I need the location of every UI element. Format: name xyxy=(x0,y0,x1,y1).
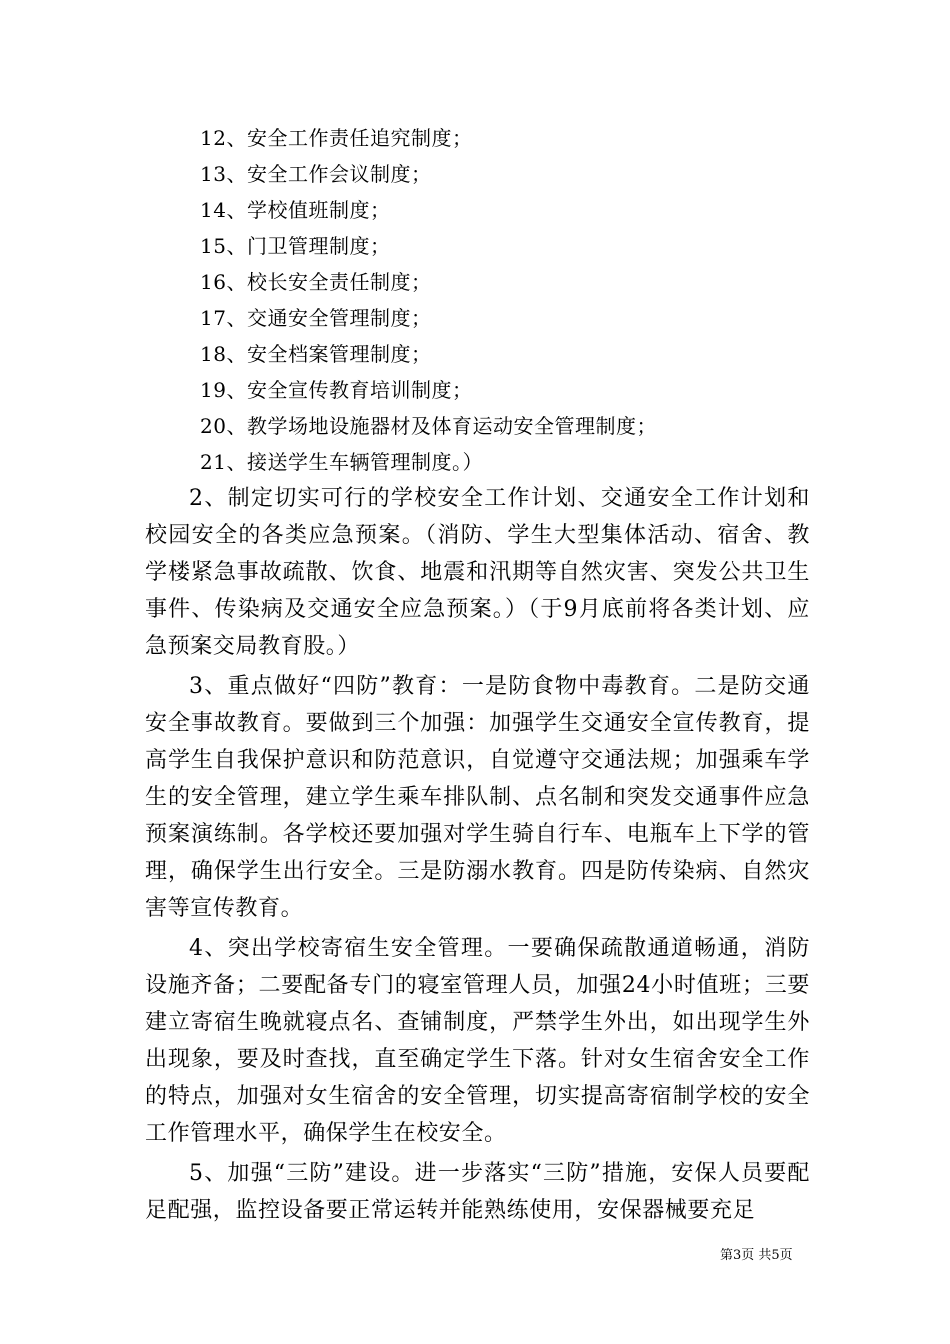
body-text xyxy=(145,480,810,1232)
list-item: 15、门卫管理制度； xyxy=(200,234,391,258)
regulation-list xyxy=(200,120,820,480)
paragraph-boarding-safety: 4、突出学校寄宿生安全管理。一要确保疏散通道畅通，消防设施齐备；二要配备专门的寝室管理人员，加强24小时值班；三要建立寄宿生晚就寝点名、查铺制度，严禁学生外出，如出现学生外出现象，要及时查找，直至确定学生下落。针对女生宿舍安全工作的特点，加强对女生宿舍的安全管理，切实提高寄宿制学校的安全工作管理水平，确保学生在校安全。 xyxy=(145,936,810,1146)
list-item: 17、交通安全管理制度； xyxy=(200,306,432,330)
list-item: 14、学校值班制度； xyxy=(200,198,391,222)
list-item: 16、校长安全责任制度； xyxy=(200,270,432,294)
paragraph-safety-plans: 2、制定切实可行的学校安全工作计划、交通安全工作计划和校园安全的各类应急预案。（消防、学生大型集体活动、宿舍、教学楼紧急事故疏散、饮食、地震和汛期等自然灾害、突发公共卫生事件、传染病及交通安全应急预案。）（于9月底前将各类计划、应急预案交局教育股。） xyxy=(145,486,810,659)
list-item: 13、安全工作会议制度； xyxy=(200,162,432,186)
list-item: 19、安全宣传教育培训制度； xyxy=(200,378,473,402)
list-item: 21、接送学生车辆管理制度。） xyxy=(200,450,483,474)
list-item: 20、教学场地设施器材及体育运动安全管理制度； xyxy=(200,414,657,438)
page-number: 第3页 共5页 xyxy=(720,1248,793,1263)
list-item: 12、安全工作责任追究制度； xyxy=(200,126,473,150)
paragraph-four-prevention: 3、重点做好“四防”教育：一是防食物中毒教育。二是防交通安全事故教育。要做到三个加强：加强学生交通安全宣传教育，提高学生自我保护意识和防范意识，自觉遵守交通法规；加强乘车学生的安全管理，建立学生乘车排队制、点名制和突发交通事件应急预案演练制。各学校还要加强对学生骑自行车、电瓶车上下学的管理，确保学生出行安全。三是防溺水教育。四是防传染病、自然灾害等宣传教育。 xyxy=(145,674,810,921)
paragraph-three-prevention: 5、加强“三防”建设。进一步落实“三防”措施，安保人员要配足配强，监控设备要正常运转并能熟练使用，安保器械要充足 xyxy=(145,1161,810,1223)
list-item: 18、安全档案管理制度； xyxy=(200,342,432,366)
